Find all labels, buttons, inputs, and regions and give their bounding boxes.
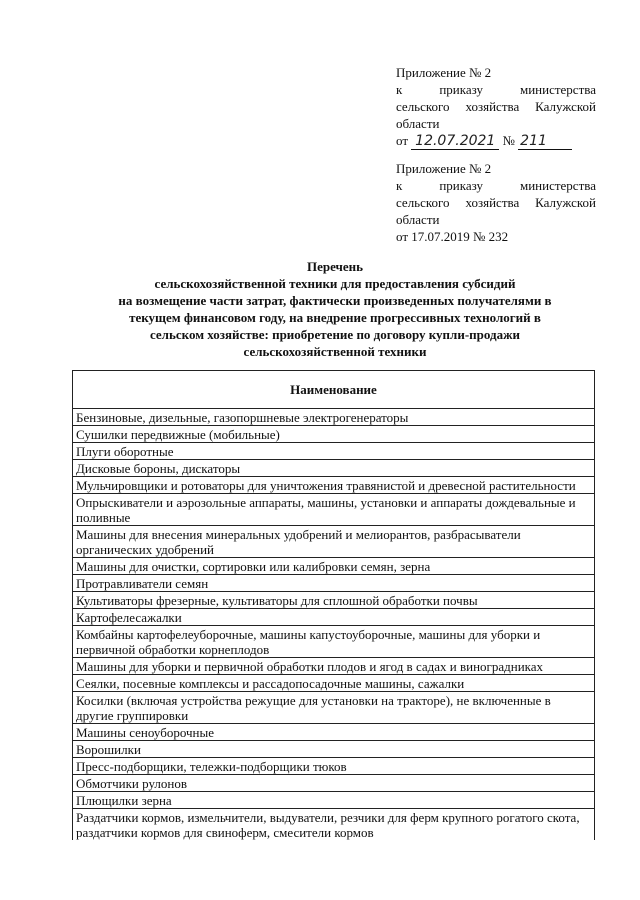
- table-row: [73, 626, 595, 658]
- appendix-previous-title: Приложение № 2: [396, 161, 492, 176]
- table-row: [73, 809, 595, 841]
- table-row: [73, 692, 595, 724]
- handwritten-date: 12.07.2021: [411, 134, 499, 150]
- table-cell: Машины для внесения минеральных удобрений и мелиорантов, разбрасыватели органических удобрений: [73, 526, 595, 558]
- table-header-row: [73, 371, 595, 409]
- table-row: [73, 658, 595, 675]
- table-cell: Машины для уборки и первичной обработки плодов и ягод в садах и виноградниках: [73, 658, 595, 675]
- document-title-block: [70, 258, 600, 360]
- table-cell: Бензиновые, дизельные, газопоршневые электрогенераторы: [73, 409, 595, 426]
- table-cell: Опрыскиватели и аэрозольные аппараты, машины, установки и аппараты дождевальные и поливные: [73, 494, 595, 526]
- table-cell: Плуги оборотные: [73, 443, 595, 460]
- document-subtitle-line: текущем финансовом году, на внедрение прогрессивных технологий в: [129, 310, 541, 325]
- table-cell: Сеялки, посевные комплексы и рассадопосадочные машины, сажалки: [73, 675, 595, 692]
- appendix-previous-region-line: области: [396, 212, 440, 227]
- table-cell: Мульчировщики и ротоваторы для уничтожения травянистой и древесной растительности: [73, 477, 595, 494]
- table-row: [73, 775, 595, 792]
- document-subtitle-line: сельском хозяйстве: приобретение по договору купли-продажи: [149, 327, 521, 342]
- table-row: [73, 675, 595, 692]
- appendix-current-block: [396, 64, 596, 150]
- appendix-previous-to-line: к приказу министерства: [396, 178, 596, 193]
- table-row: [73, 443, 595, 460]
- table-cell: Сушилки передвижные (мобильные): [73, 426, 595, 443]
- document-subtitle-line: на возмещение части затрат, фактически произведенных получателями в: [118, 293, 552, 308]
- appendix-current-ministry-line: сельского хозяйства Калужской: [396, 99, 596, 114]
- appendix-previous-date-line: от 17.07.2019 № 232: [396, 229, 509, 244]
- table-row: [73, 575, 595, 592]
- table-row: [73, 426, 595, 443]
- table-cell: Плющилки зерна: [73, 792, 595, 809]
- table-row: [73, 558, 595, 575]
- table-cell: Пресс-подборщики, тележки-подборщики тюков: [73, 758, 595, 775]
- table-cell: Машины сеноуборочные: [73, 724, 595, 741]
- table-row: [73, 477, 595, 494]
- document-subtitle-line: сельскохозяйственной техники: [243, 344, 427, 359]
- table-cell: Раздатчики кормов, измельчители, выдуватели, резчики для ферм крупного рогатого скота, раздатчики кормов для свиноферм, смесители кормов: [73, 809, 595, 841]
- table-row: [73, 792, 595, 809]
- handwritten-number: 211: [518, 134, 572, 150]
- document-heading: Перечень: [306, 259, 364, 274]
- table-row: [73, 592, 595, 609]
- table-row: [73, 494, 595, 526]
- equipment-table: [72, 370, 595, 840]
- appendix-previous-block: [396, 160, 596, 245]
- table-row: [73, 741, 595, 758]
- number-prefix: №: [502, 133, 515, 148]
- table-cell: Комбайны картофелеуборочные, машины капустоуборочные, машины для уборки и первичной обработки корнеплодов: [73, 626, 595, 658]
- date-prefix: от: [396, 133, 409, 148]
- table-header-name: Наименование: [73, 371, 595, 409]
- table-cell: Картофелесажалки: [73, 609, 595, 626]
- table-row: [73, 758, 595, 775]
- appendix-current-title: Приложение № 2: [396, 65, 492, 80]
- appendix-current-order-line: [396, 132, 596, 150]
- table-row: [73, 460, 595, 477]
- table-row: [73, 409, 595, 426]
- table-row: [73, 526, 595, 558]
- table-cell: Косилки (включая устройства режущие для установки на тракторе), не включенные в другие группировки: [73, 692, 595, 724]
- document-subtitle-line: сельскохозяйственной техники для предоставления субсидий: [154, 276, 516, 291]
- table-row: [73, 609, 595, 626]
- table-cell: Обмотчики рулонов: [73, 775, 595, 792]
- table-cell: Протравливатели семян: [73, 575, 595, 592]
- table-cell: Машины для очистки, сортировки или калибровки семян, зерна: [73, 558, 595, 575]
- appendix-previous-ministry-line: сельского хозяйства Калужской: [396, 195, 596, 210]
- appendix-current-region-line: области: [396, 116, 440, 131]
- table-cell: Ворошилки: [73, 741, 595, 758]
- table-row: [73, 724, 595, 741]
- table-cell: Культиваторы фрезерные, культиваторы для сплошной обработки почвы: [73, 592, 595, 609]
- appendix-current-to-line: к приказу министерства: [396, 82, 596, 97]
- table-cell: Дисковые бороны, дискаторы: [73, 460, 595, 477]
